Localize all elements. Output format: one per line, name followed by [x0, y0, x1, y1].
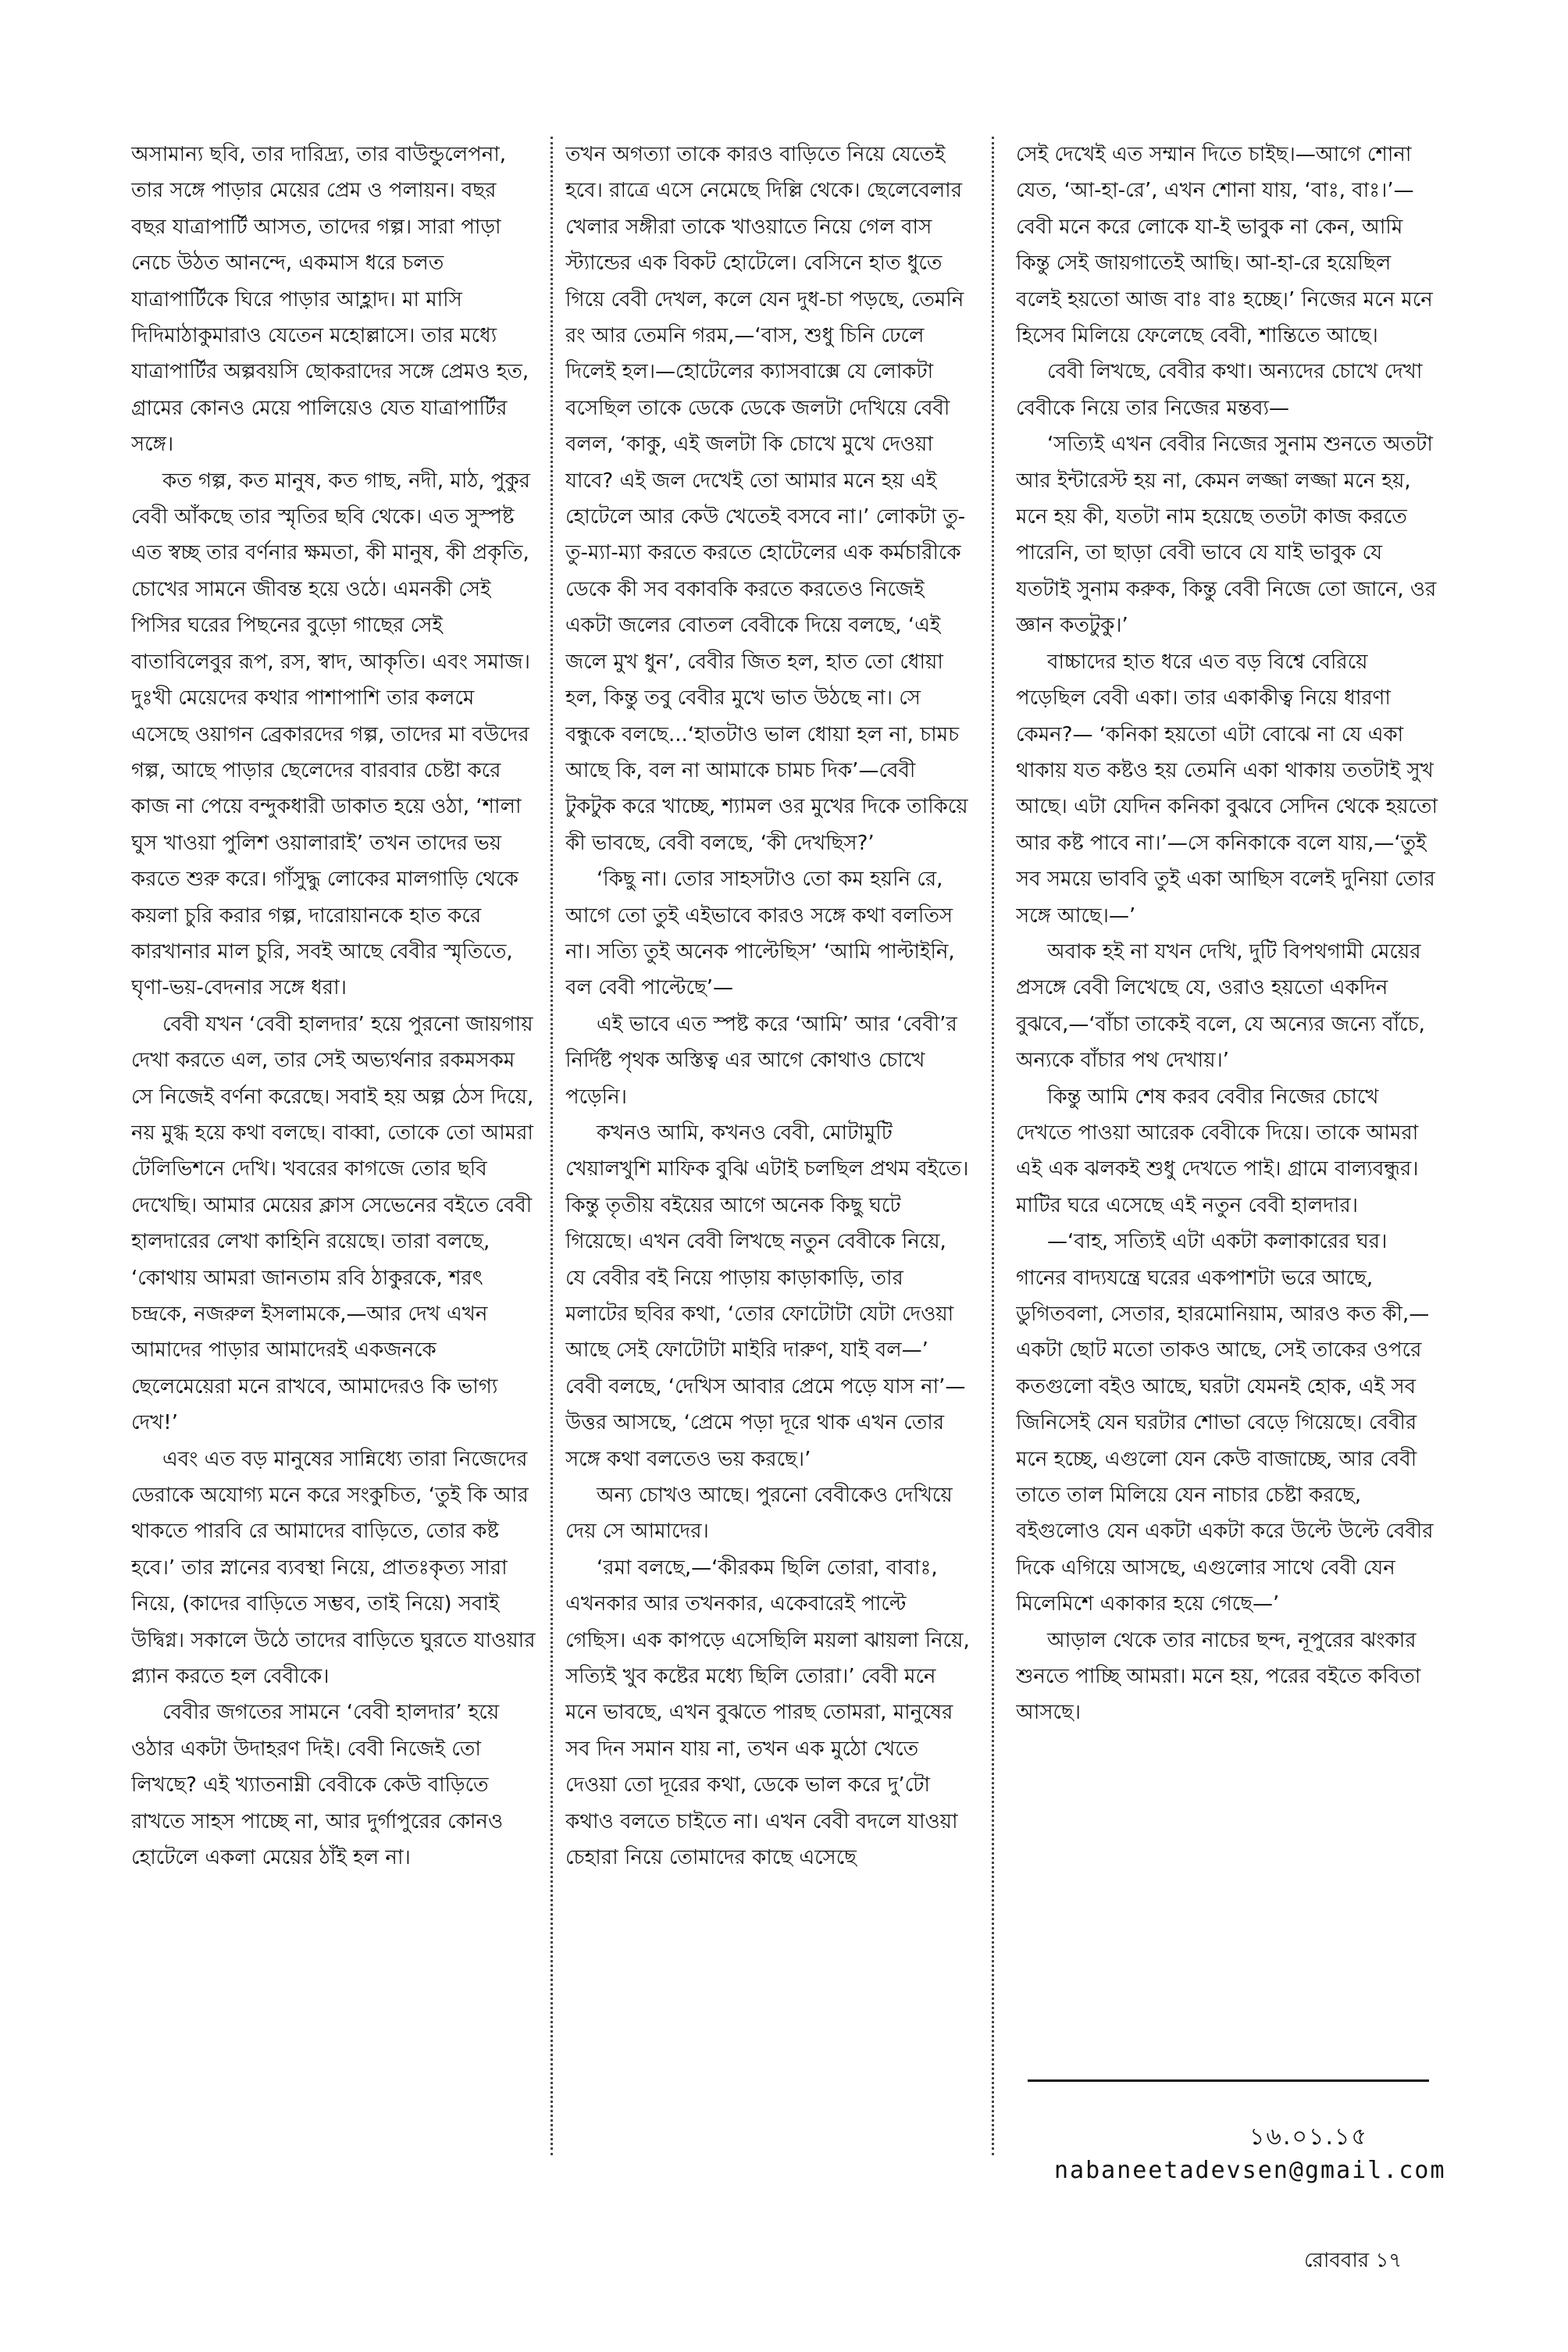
paragraph: সেই দেখেই এত সম্মান দিতে চাইছ।—আগে শোনা যেত, ‘আ-হা-রে’, এখন শোনা যায়, ‘বাঃ, বাঃ।’—বেবী মনে করে লোকে যা-ই ভাবুক না কেন, আমি কিন্তু সেই জায়গাতেই আছি। আ-হা-রে হয়েছিল বলেই হয়তো আজ বাঃ বাঃ হচ্ছে।’ নিজের মনে মনে হিসেব মিলিয়ে ফেলেছে বেবী, শান্তিতে আছে। — [1016, 143, 1433, 348]
paragraph: কখনও আমি, কখনও বেবী, মোটামুটি খেয়ালখুশি মাফিক বুঝি এটাই চলছিল প্রথম বইতে। কিন্তু তৃতীয় বইয়ের আগে অনেক কিছু ঘটে গিয়েছে। এখন বেবী লিখছে নতুন বেবীকে নিয়ে, যে বেবীর বই নিয়ে পাড়ায় কাড়াকাড়ি, তার মলাটের ছবির কথা, ‘তোর ফোটোটা যেটা দেওয়া আছে সেই ফোটোটা মাইরি দারুণ, যাই বল—’ বেবী বলছে, ‘দেখিস আবার প্রেমে পড়ে যাস না’—উত্তর আসছে, ‘প্রেমে পড়া দূরে থাক এখন তোর সঙ্গে কথা বলতেও ভয় করছে।’ — [565, 1121, 969, 1471]
paragraph: এই ভাবে এত স্পষ্ট করে ‘আমি’ আর ‘বেবী’র নির্দিষ্ট পৃথক অস্তিত্ব এর আগে কোথাও চোখে পড়েনি। — [565, 1012, 957, 1109]
paragraph: —‘বাহ, সত্যিই এটা একটা কলাকারের ঘর। গানের বাদ্যযন্ত্রে ঘরের একপাশটা ভরে আছে, ডুগিতবলা, সেতার, হারমোনিয়াম, আরও কত কী,—একটা ছোট মতো তাকও আছে, সেই তাকের ওপরে কতগুলো বইও আছে, ঘরটা যেমনই হোক, এই সব জিনিসেই যেন ঘরটার শোভা বেড়ে গিয়েছে। বেবীর মনে হচ্ছে, এগুলো যেন কেউ বাজাচ্ছে, আর বেবী তাতে তাল মিলিয়ে যেন নাচার চেষ্টা করছে, বইগুলোও যেন একটা একটা করে উল্টে উল্টে বেবীর দিকে এগিয়ে আসছে, এগুলোর সাথে বেবী যেন মিলেমিশে একাকার হয়ে গেছে—’ — [1016, 1230, 1434, 1616]
paragraph: কিন্তু আমি শেষ করব বেবীর নিজের চোখে দেখতে পাওয়া আরেক বেবীকে দিয়ে। তাকে আমরা এই এক ঝলকই শুধু দেখতে পাই। গ্রামে বাল্যবন্ধুর। মাটির ঘরে এসেছে এই নতুন বেবী হালদার। — [1016, 1085, 1419, 1217]
author-email: nabaneetadevsen@gmail.com — [1054, 2157, 1446, 2184]
column-divider — [551, 137, 553, 2155]
paragraph: বেবী লিখছে, বেবীর কথা। অন্যদের চোখে দেখা বেবীকে নিয়ে তার নিজের মন্তব্য— — [1016, 360, 1423, 420]
paragraph: বেবী যখন ‘বেবী হালদার’ হয়ে পুরনো জায়গায় দেখা করতে এল, তার সেই অভ্যর্থনার রকমসকম সে নিজেই বর্ণনা করেছে। সবাই হয় অল্প ঠেস দিয়ে, নয় মুগ্ধ হয়ে কথা বলছে। বাব্বা, তোকে তো আমরা টেলিভিশনে দেখি। খবরের কাগজে তোর ছবি দেখেছি। আমার মেয়ের ক্লাস সেভেনের বইতে বেবী হালদারের লেখা কাহিনি রয়েছে। তারা বলছে, ‘কোথায় আমরা জানতাম রবি ঠাকুরকে, শরৎ চন্দ্রকে, নজরুল ইসলামকে,—আর দেখ এখন আমাদের পাড়ার আমাদেরই একজনকে ছেলেমেয়েরা মনে রাখবে, আমাদেরও কি ভাগ্য দেখ!’ — [131, 1012, 534, 1435]
text-column-1 — [131, 137, 536, 2155]
paragraph: আড়াল থেকে তার নাচের ছন্দ, নূপুরের ঝংকার শুনতে পাচ্ছি আমরা। মনে হয়, পরের বইতে কবিতা আসছে। — [1016, 1628, 1421, 1725]
paragraph: এবং এত বড় মানুষের সান্নিধ্যে তারা নিজেদের ডেরাকে অযোগ্য মনে করে সংকুচিত, ‘তুই কি আর থাকতে পারবি রে আমাদের বাড়িতে, তোর কষ্ট হবে।’ তার স্নানের ব্যবস্থা নিয়ে, প্রাতঃকৃত্য সারা নিয়ে, (কাদের বাড়িতে সম্ভব, তাই নিয়ে) সবাই উদ্বিগ্ন। সকালে উঠে তাদের বাড়িতে ঘুরতে যাওয়ার প্ল্যান করতে হল বেবীকে। — [131, 1447, 536, 1689]
paragraph: ‘কিছু না। তোর সাহসটাও তো কম হয়নি রে, আগে তো তুই এইভাবে কারও সঙ্গে কথা বলতিস না। সত্যি তুই অনেক পাল্টেছিস’ ‘আমি পাল্টাইনি, বল বেবী পাল্টেছে’— — [565, 868, 955, 1000]
text-column-3 — [1016, 137, 1440, 2155]
end-rule — [1028, 2079, 1429, 2082]
page-folio: রোববার ১৭ — [1304, 2249, 1402, 2272]
paragraph: অসামান্য ছবি, তার দারিদ্র্য, তার বাউন্ডুলেপনা, তার সঙ্গে পাড়ার মেয়ের প্রেম ও পলায়ন। বছর বছর যাত্রাপার্টি আসত, তাদের গল্প। সারা পাড়া নেচে উঠত আনন্দে, একমাস ধরে চলত যাত্রাপার্টিকে ঘিরে পাড়ার আহ্লাদ। মা মাসি দিদিমাঠাকুমারাও যেতেন মহোল্লাসে। তার মধ্যে যাত্রাপার্টির অল্পবয়সি ছোকরাদের সঙ্গে প্রেমও হত, গ্রামের কোনও মেয়ে পালিয়েও যেত যাত্রাপার্টির সঙ্গে। — [131, 143, 529, 457]
paragraph: কত গল্প, কত মানুষ, কত গাছ, নদী, মাঠ, পুকুর বেবী আঁকছে তার স্মৃতির ছবি থেকে। এত সুস্পষ্ট এত স্বচ্ছ তার বর্ণনার ক্ষমতা, কী মানুষ, কী প্রকৃতি, চোখের সামনে জীবন্ত হয়ে ওঠে। এমনকী সেই পিসির ঘরের পিছনের বুড়ো গাছের সেই বাতাবিলেবুর রূপ, রস, স্বাদ, আকৃতি। এবং সমাজ। দুঃখী মেয়েদের কথার পাশাপাশি তার কলমে এসেছে ওয়াগন ব্রেকারদের গল্প, তাদের মা বউদের গল্প, আছে পাড়ার ছেলেদের বারবার চেষ্টা করে কাজ না পেয়ে বন্দুকধারী ডাকাত হয়ে ওঠা, ‘শালা ঘুস খাওয়া পুলিশ ওয়ালারাই’ তখন তাদের ভয় করতে শুরু করে। গাঁসুদ্ধু লোকের মালগাড়ি থেকে কয়লা চুরি করার গল্প, দারোয়ানকে হাত করে কারখানার মাল চুরি, সবই আছে বেবীর স্মৃতিতে, ঘৃণা-ভয়-বেদনার সঙ্গে ধরা। — [131, 469, 530, 1000]
paragraph: তখন অগত্যা তাকে কারও বাড়িতে নিয়ে যেতেই হবে। রাত্রে এসে নেমেছে দিল্লি থেকে। ছেলেবেলার খেলার সঙ্গীরা তাকে খাওয়াতে নিয়ে গেল বাস স্ট্যান্ডের এক বিকট হোটেলে। বেসিনে হাত ধুতে গিয়ে বেবী দেখল, কলে যেন দুধ-চা পড়ছে, তেমনি রং আর তেমনি গরম,—‘বাস, শুধু চিনি ঢেলে দিলেই হল।—হোটেলের ক্যাসবাক্সে যে লোকটা বসেছিল তাকে ডেকে ডেকে জলটা দেখিয়ে বেবী বলল, ‘কাকু, এই জলটা কি চোখে মুখে দেওয়া যাবে? এই জল দেখেই তো আমার মনে হয় এই হোটেলে আর কেউ খেতেই বসবে না।’ লোকটা তু-তু-ম্যা-ম্যা করতে করতে হোটেলের এক কর্মচারীকে ডেকে কী সব বকাবকি করতে করতেও নিজেই একটা জলের বোতল বেবীকে দিয়ে বলছে, ‘এই জলে মুখ ধুন’, বেবীর জিত হল, হাত তো ধোয়া হল, কিন্তু তবু বেবীর মুখে ভাত উঠছে না। সে বন্ধুকে বলছে...‘হাতটাও ভাল ধোয়া হল না, চামচ আছে কি, বল না আমাকে চামচ দিক’—বেবী টুকটুক করে খাচ্ছে, শ্যামল ওর মুখের দিকে তাকিয়ে কী ভাবছে, বেবী বলছে, ‘কী দেখছিস?’ — [565, 143, 968, 855]
paragraph: ‘রমা বলছে,—‘কীরকম ছিলি তোরা, বাবাঃ, এখনকার আর তখনকার, একেবারেই পাল্টে গেছিস। এক কাপড়ে এসেছিলি ময়লা ঝায়লা নিয়ে, সত্যিই খুব কষ্টের মধ্যে ছিলি তোরা।’ বেবী মনে মনে ভাবছে, এখন বুঝতে পারছ তোমরা, মানুষের সব দিন সমান যায় না, তখন এক মুঠো খেতে দেওয়া তো দূরের কথা, ডেকে ভাল করে দু’টো কথাও বলতে চাইতে না। এখন বেবী বদলে যাওয়া চেহারা নিয়ে তোমাদের কাছে এসেছে — [565, 1556, 970, 1870]
column-divider — [992, 137, 994, 2155]
article-date: ১৬.০১.১৫ — [1249, 2123, 1368, 2151]
paragraph: বাচ্চাদের হাত ধরে এত বড় বিশ্বে বেরিয়ে পড়েছিল বেবী একা। তার একাকীত্ব নিয়ে ধারণা কেমন?— ‘কনিকা হয়তো এটা বোঝে না যে একা থাকায় যত কষ্টও হয় তেমনি একা থাকায় ততটাই সুখ আছে। এটা যেদিন কনিকা বুঝবে সেদিন থেকে হয়তো আর কষ্ট পাবে না।’—সে কনিকাকে বলে যায়,—‘তুই সব সময়ে ভাববি তুই একা আছিস বলেই দুনিয়া তোর সঙ্গে আছে।—’ — [1016, 650, 1438, 928]
paragraph: অবাক হই না যখন দেখি, দুটি বিপথগামী মেয়ের প্রসঙ্গে বেবী লিখেছে যে, ওরাও হয়তো একদিন বুঝবে,—‘বাঁচা তাকেই বলে, যে অন্যের জন্যে বাঁচে, অন্যকে বাঁচার পথ দেখায়।’ — [1016, 939, 1425, 1073]
paragraph: ‘সত্যিই এখন বেবীর নিজের সুনাম শুনতে অতটা আর ইন্টারেস্ট হয় না, কেমন লজ্জা লজ্জা মনে হয়, মনে হয় কী, যতটা নাম হয়েছে ততটা কাজ করতে পারেনি, তা ছাড়া বেবী ভাবে যে যাই ভাবুক যে যতটাই সুনাম করুক, কিন্তু বেবী নিজে তো জানে, ওর জ্ঞান কতটুকু।’ — [1016, 433, 1437, 638]
paragraph: অন্য চোখও আছে। পুরনো বেবীকেও দেখিয়ে দেয় সে আমাদের। — [565, 1484, 953, 1544]
text-column-2 — [565, 137, 971, 2155]
paragraph: বেবীর জগতের সামনে ‘বেবী হালদার’ হয়ে ওঠার একটা উদাহরণ দিই। বেবী নিজেই তো লিখছে? এই খ্যাতনাম্নী বেবীকে কেউ বাড়িতে রাখতে সাহস পাচ্ছে না, আর দুর্গাপুরের কোনও হোটেলে একলা মেয়ের ঠাঁই হল না। — [131, 1701, 504, 1870]
